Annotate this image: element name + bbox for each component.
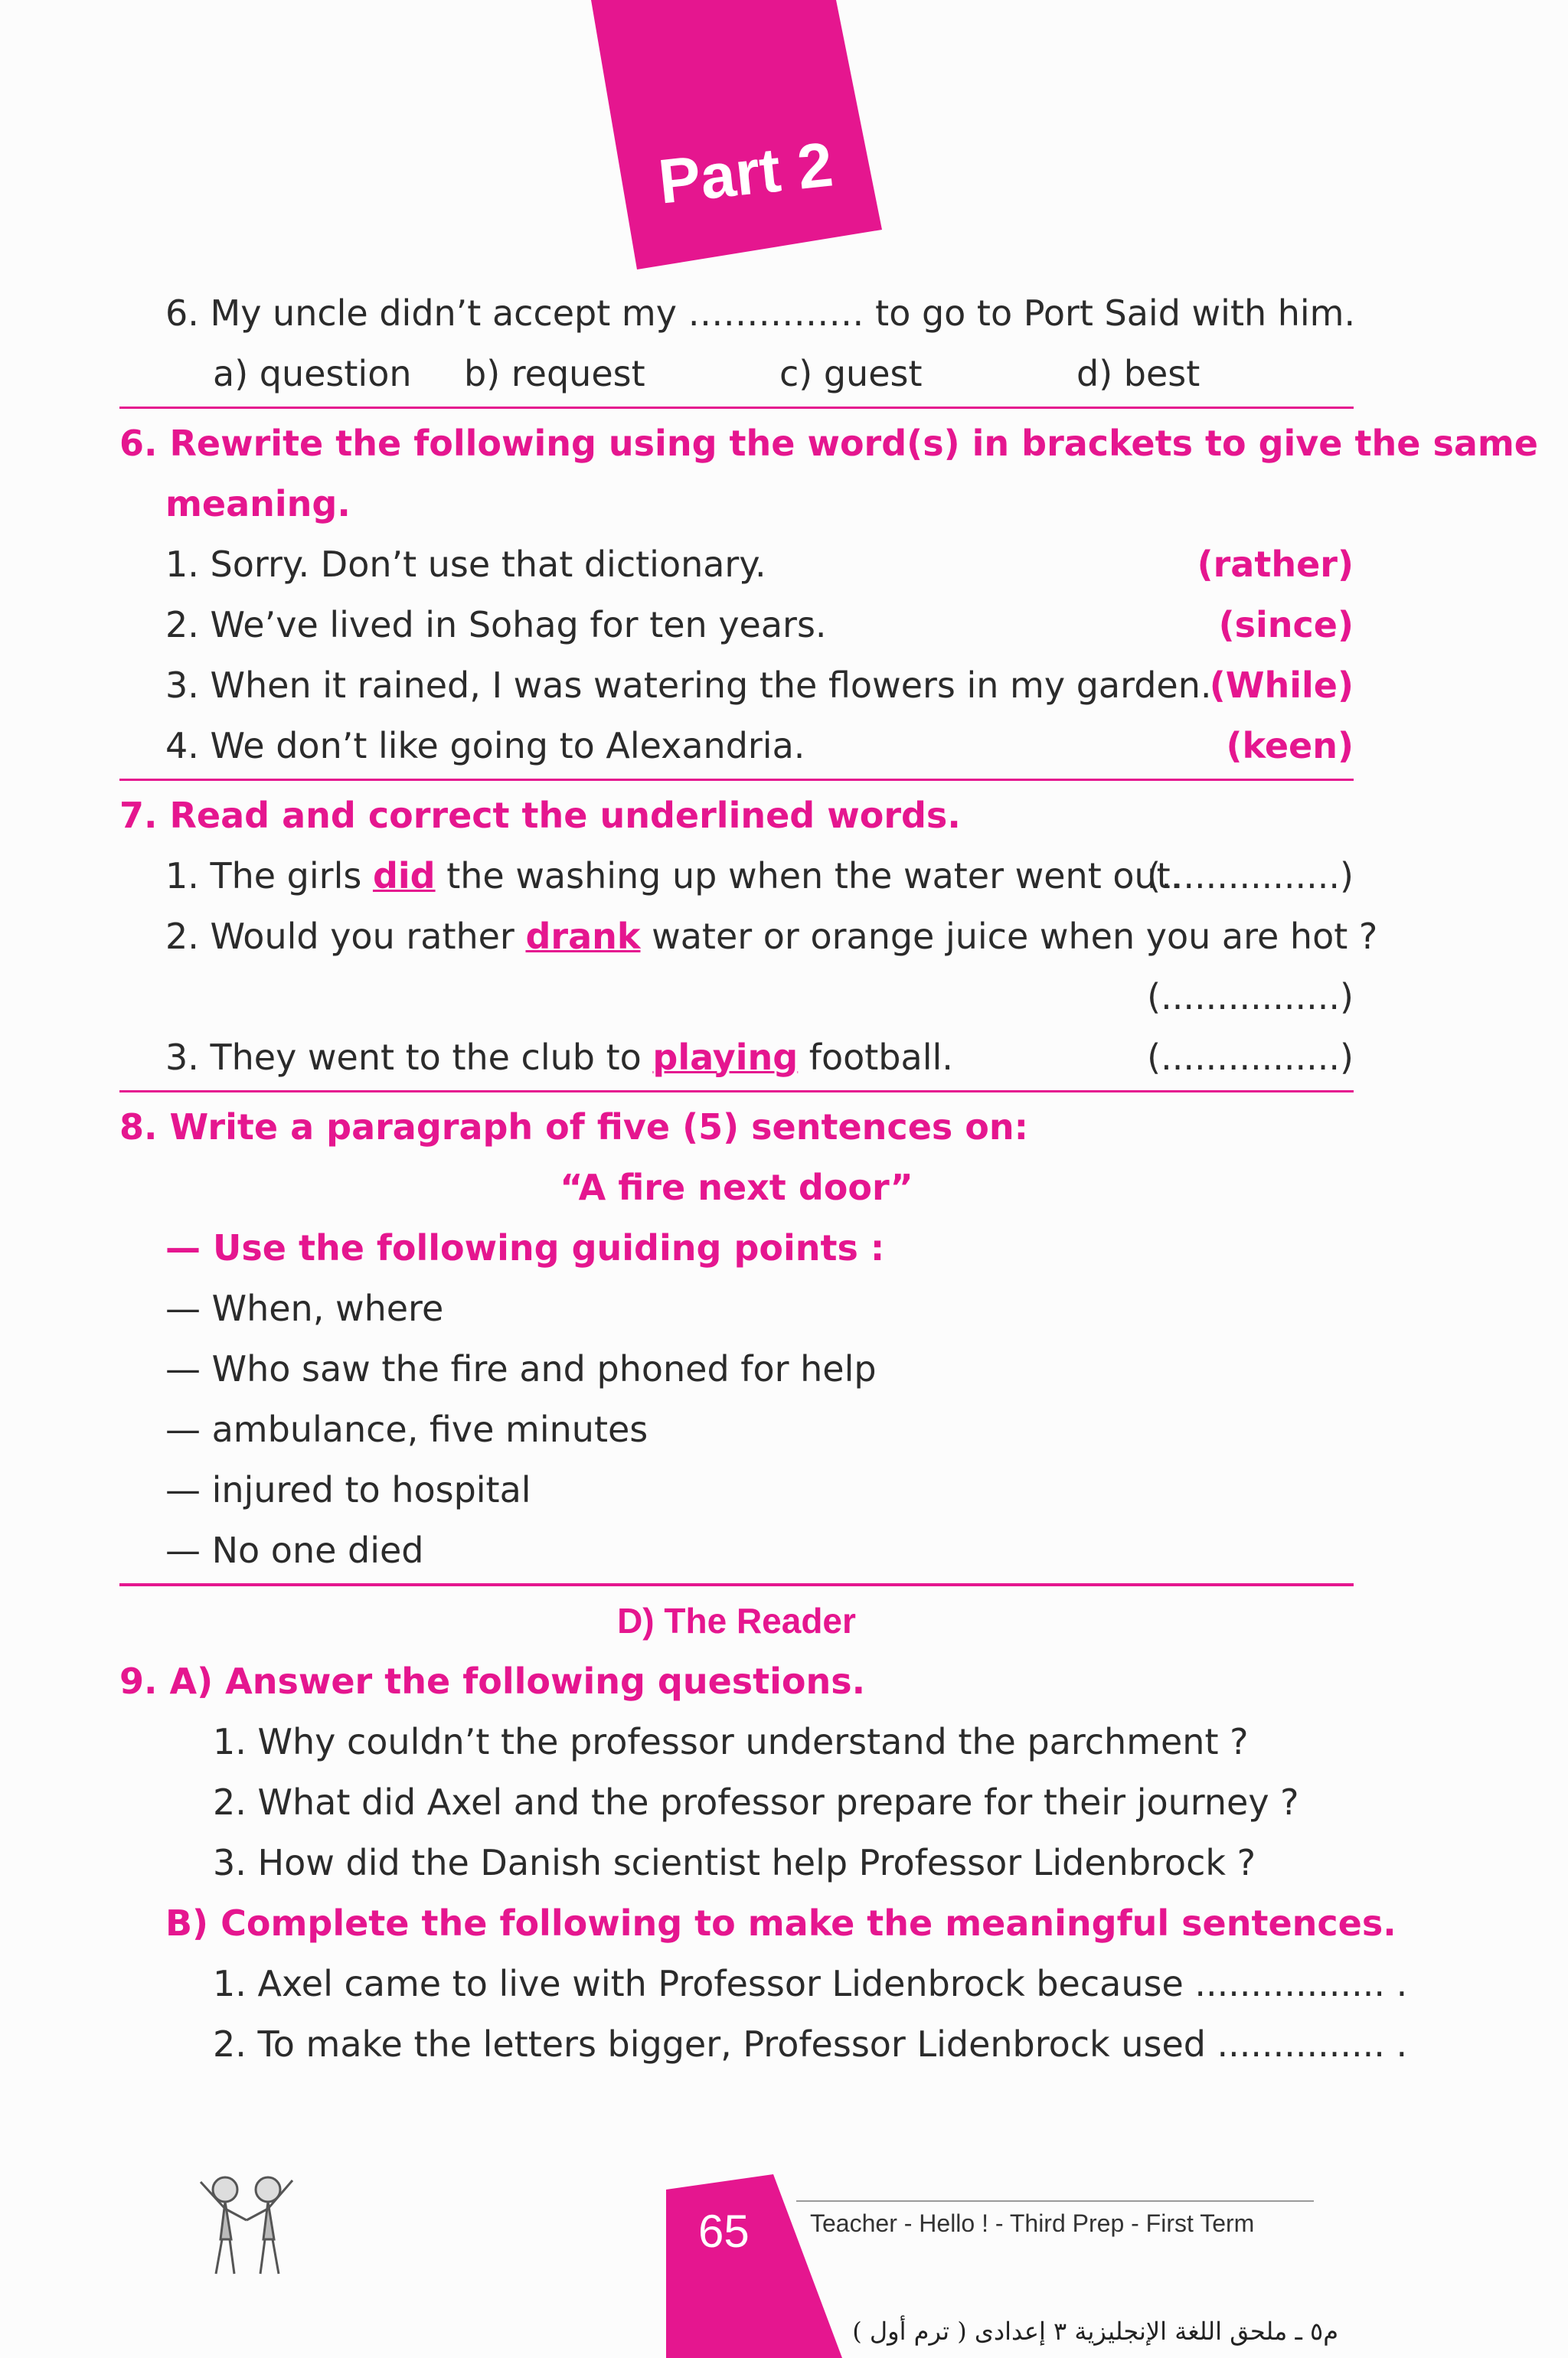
q8-heading: 8. Write a paragraph of five (5) sentences on: xyxy=(119,1106,1029,1148)
q6-item-text: 4. We don’t like going to Alexandria. xyxy=(165,725,805,766)
section-title: D) The Reader xyxy=(617,1601,856,1641)
worksheet-content xyxy=(119,283,1539,2075)
q6-item-hint: (While) xyxy=(1209,665,1354,706)
arabic-footnote: م٥ ـ ملحق اللغة الإنجليزية ٣ إعدادى ( ترم أول ) xyxy=(852,2317,1338,2346)
q7-item-text: water or orange juice when you are hot ? xyxy=(640,916,1378,957)
guiding-point: — No one died xyxy=(165,1530,424,1571)
book-title: Teacher - Hello ! - Third Prep - First Term xyxy=(810,2209,1255,2237)
q7-item-2 xyxy=(119,906,1378,967)
guiding-point: — ambulance, five minutes xyxy=(165,1409,648,1450)
q6-heading: 6. Rewrite the following using the word(s) in brackets to give the same xyxy=(119,423,1539,464)
q7-item-text: 3. They went to the club to xyxy=(165,1037,653,1078)
option-d: d) best xyxy=(1076,353,1200,394)
divider xyxy=(119,779,1354,781)
underlined-word: drank xyxy=(525,916,641,957)
page-number-tab xyxy=(658,2174,850,2358)
option-b: b) request xyxy=(464,353,645,394)
divider xyxy=(119,407,1354,409)
q9b-heading: B) Complete the following to make the meaningful sentences. xyxy=(165,1902,1396,1944)
page-number: 65 xyxy=(698,2206,750,2257)
footer-rule xyxy=(796,2200,1314,2202)
guiding-point: — Who saw the fire and phoned for help xyxy=(165,1348,877,1390)
q6-item-2 xyxy=(119,595,1354,655)
q5-options xyxy=(119,344,1354,404)
underlined-word: did xyxy=(372,855,436,896)
q9-completion: 2. To make the letters bigger, Professor Lidenbrock used ............... . xyxy=(213,2023,1408,2065)
underlined-word: playing xyxy=(652,1037,799,1078)
q6-item-4 xyxy=(119,716,1354,776)
divider xyxy=(119,1090,1354,1092)
q6-item-hint: (since) xyxy=(1218,604,1354,645)
q7-heading: 7. Read and correct the underlined words. xyxy=(119,795,961,836)
q9-question: 2. What did Axel and the professor prepare for their journey ? xyxy=(213,1782,1299,1823)
q6-heading-cont: meaning. xyxy=(165,483,351,524)
guiding-point: — When, where xyxy=(165,1288,444,1329)
q7-item-1 xyxy=(119,846,1354,906)
q7-item-text: 1. The girls xyxy=(165,855,373,896)
answer-blank: (................) xyxy=(1147,976,1354,1017)
q6-item-hint: (rather) xyxy=(1197,544,1354,585)
q9-question: 1. Why couldn’t the professor understand the parchment ? xyxy=(213,1721,1249,1762)
option-c: c) guest xyxy=(779,353,923,394)
q6-item-text: 1. Sorry. Don’t use that dictionary. xyxy=(165,544,766,585)
q7-item-text: the washing up when the water went out. xyxy=(435,855,1182,896)
q6-item-text: 2. We’ve lived in Sohag for ten years. xyxy=(165,604,827,645)
part-label: Part 2 xyxy=(655,129,836,217)
kids-illustration xyxy=(178,2167,315,2281)
q7-item-3 xyxy=(119,1027,1354,1088)
answer-blank: (................) xyxy=(1147,855,1354,896)
q9-question: 3. How did the Danish scientist help Professor Lidenbrock ? xyxy=(213,1842,1256,1883)
guiding-point: — injured to hospital xyxy=(165,1469,531,1510)
q9a-heading: 9. A) Answer the following questions. xyxy=(119,1661,866,1702)
answer-blank: (................) xyxy=(1147,1037,1354,1078)
divider xyxy=(119,1583,1354,1586)
q7-item-text: football. xyxy=(798,1037,953,1078)
q9-completion: 1. Axel came to live with Professor Lidenbrock because ................. . xyxy=(213,1963,1408,2004)
q8-guide: — Use the following guiding points : xyxy=(165,1227,885,1269)
option-a: a) question xyxy=(213,353,412,394)
q6-item-text: 3. When it rained, I was watering the flowers in my garden. xyxy=(165,665,1212,706)
q5-item-6: 6. My uncle didn’t accept my …………… to go to Port Said with him. xyxy=(165,292,1356,334)
q6-item-1 xyxy=(119,534,1354,595)
q7-item-text: 2. Would you rather xyxy=(165,916,526,957)
q6-item-hint: (keen) xyxy=(1226,725,1354,766)
q8-topic: “A fire next door” xyxy=(560,1167,913,1208)
q7-item-2-blank-line xyxy=(119,967,1354,1027)
q6-item-3 xyxy=(119,655,1354,716)
